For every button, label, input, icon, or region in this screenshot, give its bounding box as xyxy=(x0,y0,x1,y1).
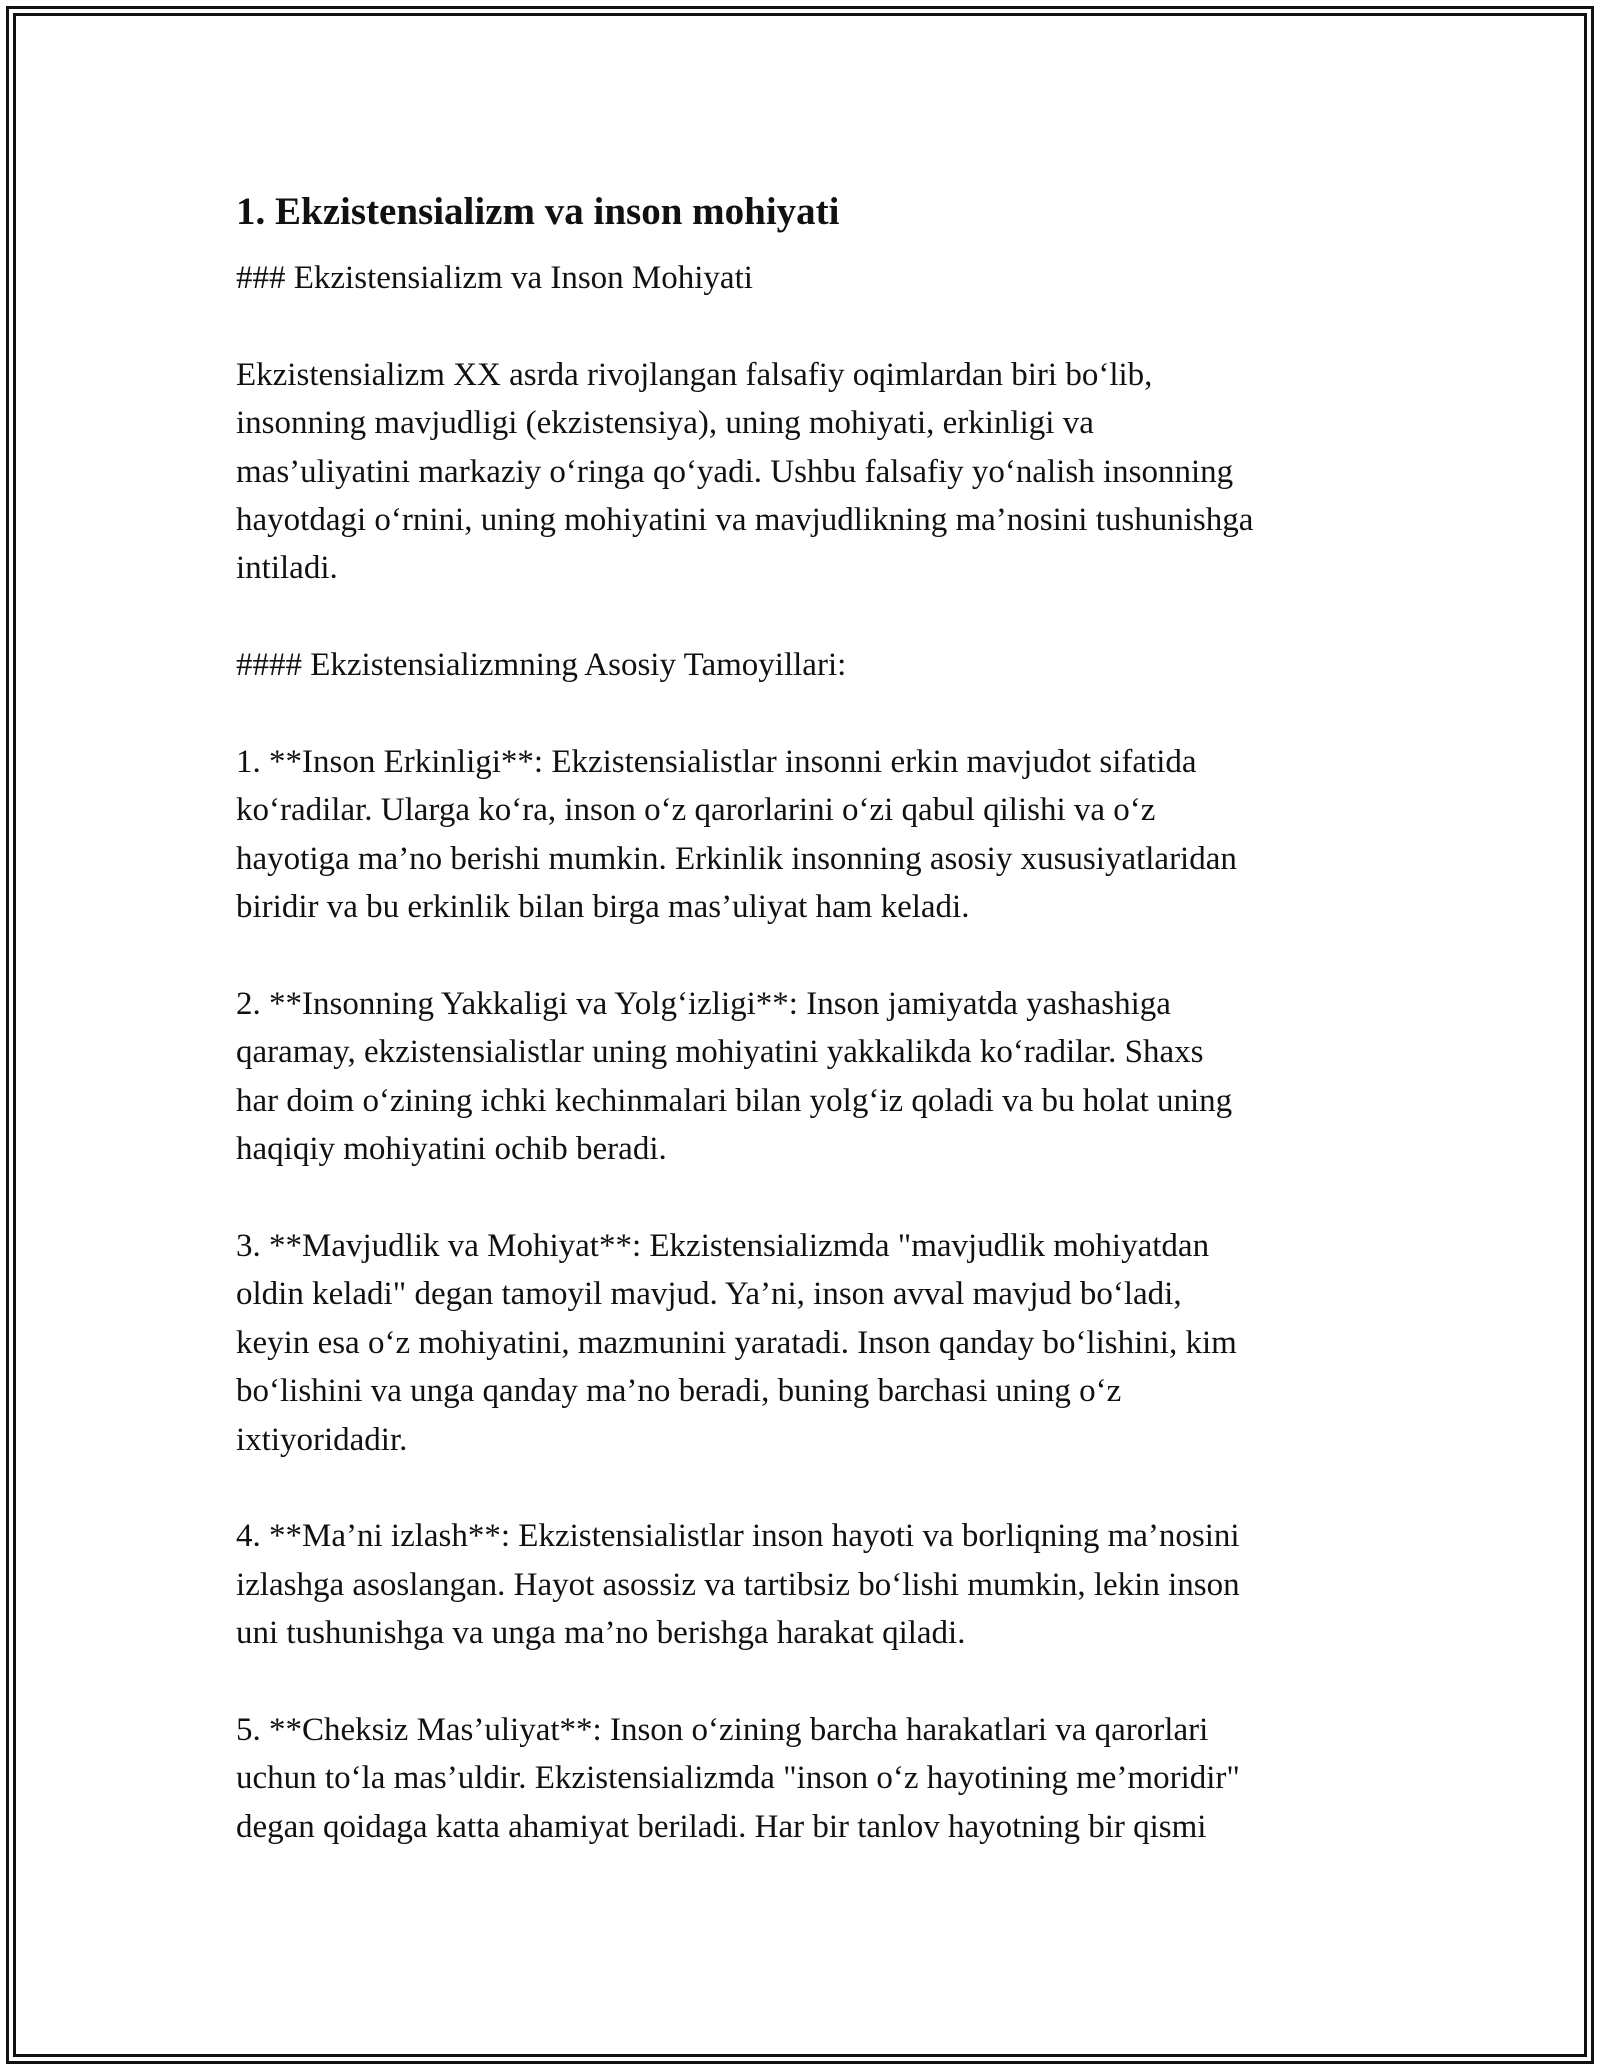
paragraph xyxy=(236,1222,1386,1464)
text-line: #### Ekzistensializmning Asosiy Tamoyillari: xyxy=(236,647,847,684)
paragraph xyxy=(236,351,1386,593)
paragraph xyxy=(236,1706,1386,1851)
text-line: haqiqiy mohiyatini ochib beradi. xyxy=(236,1131,667,1168)
text-line: hayotdagi o‘rnini, uning mohiyatini va mavjudlikning ma’nosini tushunishga xyxy=(236,502,1254,539)
text-line: mas’uliyatini markaziy o‘ringa qo‘yadi. Ushbu falsafiy yo‘nalish insonning xyxy=(236,453,1234,490)
text-line: insonning mavjudligi (ekzistensiya), uning mohiyati, erkinligi va xyxy=(236,405,1094,442)
text-line: bo‘lishini va unga qanday ma’no beradi, buning barchasi uning o‘z xyxy=(236,1373,1122,1410)
paragraph xyxy=(236,1512,1386,1657)
paragraph-list xyxy=(236,254,1386,1851)
text-line: qaramay, ekzistensialistlar uning mohiyatini yakkalikda ko‘radilar. Shaxs xyxy=(236,1034,1204,1071)
text-line: ko‘radilar. Ularga ko‘ra, inson o‘z qarorlarini o‘zi qabul qilishi va o‘z xyxy=(236,792,1156,829)
text-line: intiladi. xyxy=(236,550,338,587)
text-line: oldin keladi" degan tamoyil mavjud. Ya’ni, inson avval mavjud bo‘ladi, xyxy=(236,1276,1182,1313)
text-line: hayotiga ma’no berishi mumkin. Erkinlik insonning asosiy xususiyatlaridan xyxy=(236,840,1237,877)
text-line: ### Ekzistensializm va Inson Mohiyati xyxy=(236,260,753,296)
text-line: 3. **Mavjudlik va Mohiyat**: Ekzistensializmda "mavjudlik mohiyatdan xyxy=(236,1228,1210,1265)
text-line: biridir va bu erkinlik bilan birga mas’uliyat ham keladi. xyxy=(236,889,970,926)
text-line: 1. **Inson Erkinligi**: Ekzistensialistlar insonni erkin mavjudot sifatida xyxy=(236,744,1197,781)
text-line: 5. **Cheksiz Mas’uliyat**: Inson o‘zining barcha harakatlari va qarorlari xyxy=(236,1712,1209,1749)
paragraph xyxy=(236,254,1386,302)
text-line: ixtiyoridadir. xyxy=(236,1421,408,1458)
document-title: 1. Ekzistensializm va inson mohiyati xyxy=(236,190,840,233)
paragraph xyxy=(236,980,1386,1174)
document-body xyxy=(236,186,1386,1900)
text-line: har doim o‘zining ichki kechinmalari bilan yolg‘iz qoladi va bu holat uning xyxy=(236,1082,1233,1119)
paragraph xyxy=(236,738,1386,932)
text-line: uchun to‘la mas’uldir. Ekzistensializmda "inson o‘z hayotining me’moridir" xyxy=(236,1760,1240,1797)
text-line: degan qoidaga katta ahamiyat beriladi. Har bir tanlov hayotning bir qismi xyxy=(236,1808,1207,1845)
text-line: 4. **Ma’ni izlash**: Ekzistensialistlar inson hayoti va borliqning ma’nosini xyxy=(236,1518,1240,1555)
text-line: uni tushunishga va unga ma’no berishga harakat qiladi. xyxy=(236,1615,966,1652)
text-line: Ekzistensializm XX asrda rivojlangan falsafiy oqimlardan biri bo‘lib, xyxy=(236,356,1153,393)
text-line: keyin esa o‘z mohiyatini, mazmunini yaratadi. Inson qanday bo‘lishini, kim xyxy=(236,1324,1237,1361)
paragraph xyxy=(236,641,1386,689)
text-line: 2. **Insonning Yakkaligi va Yolg‘izligi**: Inson jamiyatda yashashiga xyxy=(236,986,1171,1023)
text-line: izlashga asoslangan. Hayot asossiz va tartibsiz bo‘lishi mumkin, lekin inson xyxy=(236,1566,1240,1603)
